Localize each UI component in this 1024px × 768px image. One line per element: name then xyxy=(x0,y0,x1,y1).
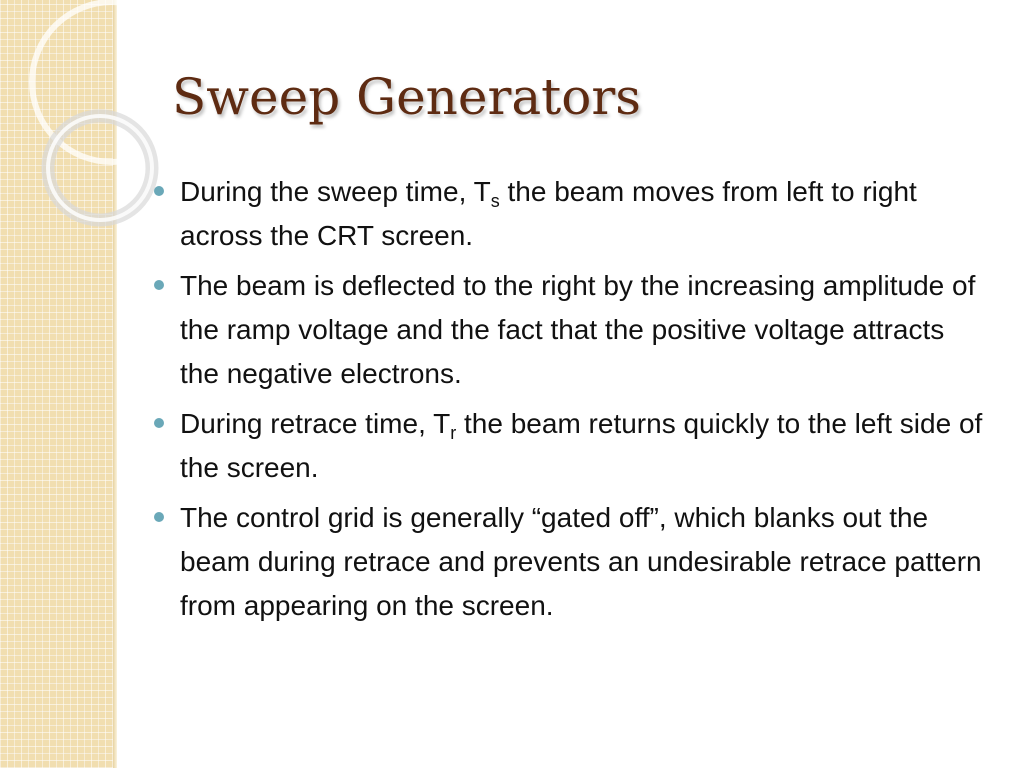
bullet-marker-icon xyxy=(154,186,164,196)
bullet-marker-icon xyxy=(154,512,164,522)
bullet-text: The beam is deflected to the right by the increasing amplitude of the ramp voltage and the fact that the positive voltage attracts the negative electrons. xyxy=(180,270,976,389)
bullet-item xyxy=(150,402,990,490)
subscript-r: r xyxy=(450,423,457,443)
bullet-marker-icon xyxy=(154,418,164,428)
bullet-item xyxy=(150,496,990,628)
bullet-text-continued: the beam moves from left to right across the CRT screen. xyxy=(180,176,917,251)
decorative-side-band xyxy=(0,0,113,768)
slide-title: Sweep Generators xyxy=(172,68,641,126)
bullet-item xyxy=(150,264,990,396)
bullet-text: During the sweep time, T xyxy=(180,176,491,207)
subscript-s: s xyxy=(490,191,500,211)
bullet-list xyxy=(150,170,990,634)
bullet-text: During retrace time, T xyxy=(180,408,451,439)
side-band-divider xyxy=(113,0,117,768)
bullet-item xyxy=(150,170,990,258)
bullet-marker-icon xyxy=(154,280,164,290)
bullet-text-continued: the beam returns quickly to the left side of the screen. xyxy=(180,408,983,483)
bullet-text: The control grid is generally “gated off”, which blanks out the beam during retrace and prevents an undesirable retrace pattern from appearing on the screen. xyxy=(180,502,982,621)
